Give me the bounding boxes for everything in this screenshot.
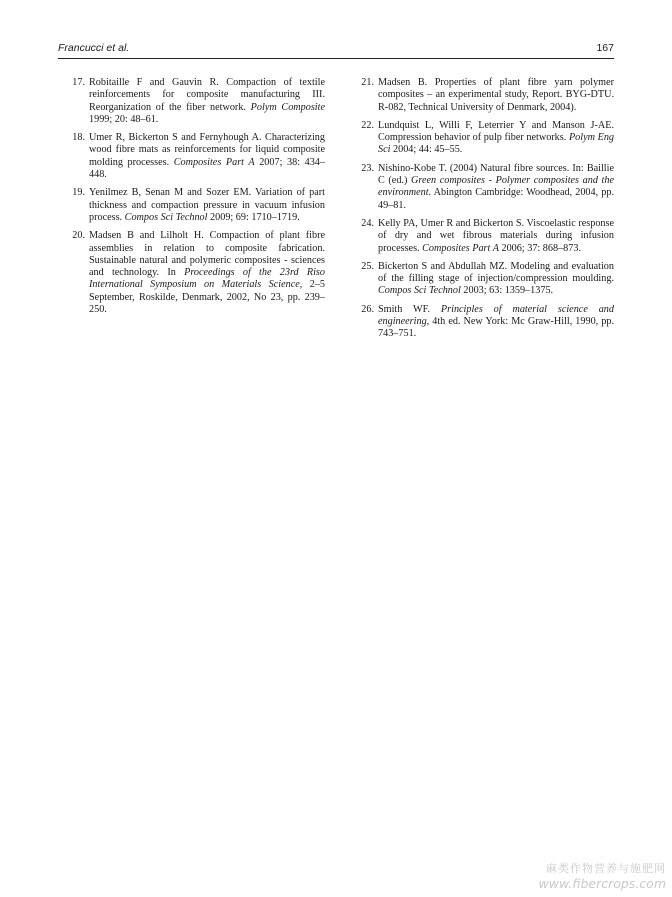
reference-text <box>378 120 614 156</box>
reference-item <box>356 163 614 212</box>
reference-item <box>67 187 325 224</box>
reference-text-segment: Lundquist L, Willi F, Leterrier Y and Manson J-AE. Compression behavior of pulp fiber networks. <box>378 119 614 144</box>
reference-italic-text: Polym Eng Sci <box>378 132 615 156</box>
reference-text-segment: 2004; 44: 45–55. <box>390 144 463 156</box>
reference-item <box>356 120 614 157</box>
reference-text-segment: Nishino-Kobe T. (2004) Natural fibre sources. In: Baillie C (ed.) <box>378 162 614 187</box>
reference-number: 18. <box>72 132 85 144</box>
reference-text-segment: 1999; 20: 48–61. <box>89 113 159 125</box>
reference-italic-text: Composites Part A <box>173 156 255 168</box>
reference-text-segment: , 4th ed. New York: Mc Graw-Hill, 1990, pp. 743–751. <box>378 316 614 340</box>
reference-number: 21. <box>361 77 374 88</box>
reference-number: 22. <box>361 119 374 131</box>
reference-text-segment: Robitaille F and Gauvin R. Compaction of textile reinforcements for composite manufacturing III. Reorganization of the fiber network. <box>89 77 325 113</box>
reference-number: 17. <box>72 77 85 88</box>
page-number: 167 <box>596 42 614 54</box>
reference-item <box>356 261 614 298</box>
reference-text-segment: Umer R, Bickerton S and Fernyhough A. Characterizing wood fibre mats as reinforcements for liquid composite molding processes. <box>89 132 325 168</box>
reference-item <box>356 218 614 255</box>
reference-text-segment: Madsen B. Properties of plant fibre yarn polymer composites – an experimental study, Report. BYG-DTU. R-082, Technical University of Denmark, 2004). <box>378 77 614 113</box>
reference-text-segment: Smith WF. <box>378 303 441 315</box>
reference-item <box>356 77 614 114</box>
reference-number: 20. <box>72 230 85 242</box>
reference-italic-text: Compos Sci Technol <box>124 211 208 223</box>
reference-number: 24. <box>361 217 374 229</box>
reference-number: 25. <box>361 260 374 272</box>
reference-item <box>67 132 325 181</box>
reference-text <box>378 304 614 340</box>
reference-item <box>67 230 325 316</box>
reference-text-segment: , 2–5 September, Roskilde, Denmark, 2002, No 23, pp. 239–250. <box>89 279 326 316</box>
reference-number: 26. <box>361 303 374 315</box>
references-right-column <box>356 77 614 347</box>
references-left-column <box>67 77 325 322</box>
reference-text <box>378 218 614 254</box>
reference-text-segment: 2003; 63: 1359–1375. <box>460 285 554 297</box>
reference-italic-text: Compos Sci Technol <box>378 285 461 297</box>
reference-text-segment: Yenilmez B, Senan M and Sozer EM. Variation of part thickness and compaction pressure in vacuum infusion process. <box>89 187 325 223</box>
reference-italic-text: Composites Part A <box>422 242 499 254</box>
reference-item <box>356 304 614 341</box>
reference-text <box>89 230 325 315</box>
reference-item <box>67 77 325 126</box>
reference-number: 19. <box>72 187 85 199</box>
reference-number: 23. <box>361 162 374 174</box>
reference-text <box>378 163 614 211</box>
reference-text-segment: 2009; 69: 1710–1719. <box>207 211 300 223</box>
reference-text <box>378 77 614 113</box>
reference-text-segment: Madsen B and Lilholt H. Compaction of plant fibre assemblies in relation to composite fabrication. Sustainable natural and polymeric composites - sciences and technology. In <box>89 230 325 279</box>
running-header-authors: Francucci et al. <box>58 42 130 54</box>
reference-text-segment: 2007; 38: 434–448. <box>89 156 325 181</box>
reference-text-segment: Kelly PA, Umer R and Bickerton S. Viscoelastic response of dry and wet fibrous materials during infusion processes. <box>378 217 614 254</box>
running-header <box>58 38 614 59</box>
reference-italic-text: Polym Composite <box>250 101 325 113</box>
watermark-url: www.fibercrops.com <box>538 876 666 891</box>
reference-text <box>378 261 614 297</box>
reference-text-segment: 2006; 37: 868–873. <box>498 242 582 254</box>
reference-text-segment: Bickerton S and Abdullah MZ. Modeling and evaluation of the filling stage of injection/compression moulding. <box>378 260 614 285</box>
reference-italic-text: Principles of material science and engineering <box>378 303 614 328</box>
watermark-chinese-text: 麻类作物营养与施肥网 <box>546 862 666 875</box>
watermark <box>539 860 666 891</box>
reference-text <box>89 187 325 223</box>
reference-text <box>89 77 325 125</box>
reference-italic-text: Proceedings of the 23rd Riso International Symposium on Materials Science <box>89 267 325 291</box>
reference-text <box>89 132 325 180</box>
reference-text-segment: . Abington Cambridge: Woodhead, 2004, pp. 49–81. <box>378 187 614 211</box>
reference-italic-text: Green composites - Polymer composites and the environment <box>378 175 614 199</box>
